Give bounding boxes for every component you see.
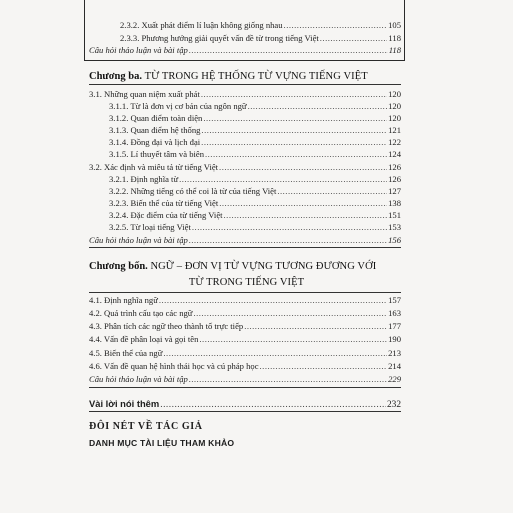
leader-dots	[179, 173, 387, 185]
toc-entry-text: 3.2.4. Đặc điểm của từ tiếng Việt	[109, 210, 223, 220]
toc-entry-page: 163	[388, 308, 401, 318]
leader-dots	[189, 44, 388, 56]
toc-entry-text: Câu hỏi thảo luận và bài tập	[89, 374, 188, 384]
toc-entry[interactable]	[89, 347, 401, 359]
leader-dots	[277, 185, 387, 197]
toc-entry-text: 3.1.3. Quan điểm hệ thống	[109, 125, 201, 135]
author-heading[interactable]: ĐÔI NÉT VỀ TÁC GIẢ	[89, 421, 203, 432]
toc-entry-page: 105	[388, 20, 401, 30]
leader-dots	[193, 307, 387, 319]
toc-entry-page: 120	[388, 89, 401, 99]
toc-entry-page: 126	[388, 174, 401, 184]
leader-dots	[160, 399, 386, 411]
toc-entry[interactable]	[89, 307, 401, 319]
toc-entry-page: 120	[388, 101, 401, 111]
chapter-label: Chương ba.	[89, 71, 142, 82]
leader-dots	[201, 124, 387, 136]
chapter-title-line2: TỪ TRONG TIẾNG VIỆT	[188, 277, 305, 288]
toc-entry-text: 3.2.1. Định nghĩa từ	[109, 174, 179, 184]
leader-dots	[219, 161, 387, 173]
chapter-divider	[89, 387, 401, 388]
toc-entry[interactable]	[89, 360, 401, 372]
toc-entry-page: 177	[388, 321, 401, 331]
toc-entry-text: 4.4. Vấn đề phân loại và gọi tên	[89, 334, 199, 344]
leader-dots	[201, 136, 387, 148]
toc-entry-page: 118	[388, 45, 401, 55]
toc-entry-text: 3.2.2. Những tiếng có thể coi là từ của tiếng Việt	[109, 186, 277, 196]
toc-entry-text: 3.2.5. Từ loại tiếng Việt	[109, 222, 191, 232]
toc-entry-page: 138	[388, 198, 401, 208]
toc-entry[interactable]	[109, 173, 401, 185]
toc-entry-page: 213	[388, 348, 401, 358]
toc-entry-page: 153	[388, 222, 401, 232]
toc-entry-text: Câu hỏi thảo luận và bài tập	[89, 235, 188, 245]
leader-dots	[248, 100, 388, 112]
toc-entry-page: 120	[388, 113, 401, 123]
toc-entry-page: 157	[388, 295, 401, 305]
toc-entry-text: 4.1. Định nghĩa ngữ	[89, 295, 158, 305]
chapter-divider	[89, 84, 401, 85]
references-heading[interactable]: DANH MỤC TÀI LIỆU THAM KHẢO	[89, 438, 235, 448]
chapter-title: TỪ TRONG HỆ THỐNG TỪ VỰNG TIẾNG VIỆT	[144, 71, 368, 82]
toc-entry-page: 124	[388, 149, 401, 159]
toc-entry-text: 3.1. Những quan niệm xuất phát	[89, 89, 200, 99]
frame-border-left	[84, 0, 85, 60]
toc-entry-text: 3.1.2. Quan điểm toàn diện	[109, 113, 203, 123]
toc-entry-text: 2.3.3. Phương hướng giải quyết vấn đề từ trong tiếng Việt	[120, 33, 319, 43]
chapter-divider	[89, 247, 401, 248]
toc-entry-text: 3.1.1. Từ là đơn vị cơ bản của ngôn ngữ	[109, 101, 247, 111]
frame-border-bottom	[84, 60, 405, 61]
chapter-label: Chương bốn.	[89, 261, 148, 272]
leader-dots	[284, 19, 388, 31]
toc-entry[interactable]	[89, 320, 401, 332]
toc-entry[interactable]	[109, 221, 401, 233]
leader-dots	[320, 32, 388, 44]
toc-entry-page: 126	[388, 162, 401, 172]
toc-entry-page: 232	[386, 400, 401, 410]
toc-entry-text: 4.2. Quá trình cấu tạo các ngữ	[89, 308, 193, 318]
toc-entry-page: 121	[388, 125, 401, 135]
frame-border-right	[404, 0, 405, 60]
toc-entry-text: 3.1.5. Lí thuyết tâm và biên	[109, 149, 204, 159]
toc-entry[interactable]	[109, 136, 401, 148]
toc-entry-page: 190	[388, 334, 401, 344]
leader-dots	[189, 373, 387, 385]
chapter-heading[interactable]	[89, 70, 404, 84]
chapter-divider	[89, 292, 401, 293]
toc-entry-page: 214	[388, 361, 401, 371]
chapter-heading-continued	[89, 276, 404, 290]
toc-entry[interactable]	[89, 88, 401, 100]
toc-entry-text: Vài lời nói thêm	[89, 398, 160, 409]
chapter-heading[interactable]	[89, 260, 404, 274]
toc-entry[interactable]	[89, 333, 401, 345]
toc-entry-page: 156	[388, 235, 401, 245]
toc-entry-text: 2.3.2. Xuất phát điểm lí luận không giống nhau	[120, 20, 283, 30]
toc-entry-text: 3.1.4. Đồng đại và lịch đại	[109, 137, 201, 147]
toc-entry[interactable]	[109, 185, 401, 197]
toc-entry-text: 3.2. Xác định và miêu tả từ tiếng Việt	[89, 162, 219, 172]
toc-entry-page: 229	[388, 374, 401, 384]
toc-entry[interactable]	[109, 148, 401, 160]
toc-entry[interactable]	[89, 234, 401, 246]
toc-entry-text: 4.3. Phân tích các ngữ theo thành tố trực tiếp	[89, 321, 244, 331]
toc-entry-text: 4.6. Vấn đề quan hệ hình thái học và cú pháp học	[89, 361, 259, 371]
leader-dots	[201, 88, 387, 100]
leader-dots	[189, 234, 387, 246]
leader-dots	[203, 112, 387, 124]
toc-entry-page: 151	[388, 210, 401, 220]
toc-entry-afterword[interactable]	[89, 398, 401, 410]
toc-entry-text: Câu hỏi thảo luận và bài tập	[89, 45, 188, 55]
toc-entry-page: 127	[388, 186, 401, 196]
chapter-title-line1: NGỮ – ĐƠN VỊ TỪ VỰNG TƯƠNG ĐƯƠNG VỚI	[150, 261, 377, 272]
leader-dots	[244, 320, 387, 332]
leader-dots	[219, 197, 387, 209]
toc-entry-page: 122	[388, 137, 401, 147]
leader-dots	[192, 221, 387, 233]
toc-entry-text: 4.5. Biến thể của ngữ	[89, 348, 163, 358]
leader-dots	[224, 209, 388, 221]
toc-entry[interactable]	[109, 197, 401, 209]
leader-dots	[163, 347, 387, 359]
toc-entry[interactable]	[109, 209, 401, 221]
toc-entry[interactable]	[89, 161, 401, 173]
toc-entry[interactable]	[109, 100, 401, 112]
toc-entry-page: 118	[388, 33, 401, 43]
toc-entry[interactable]	[89, 294, 401, 306]
chapter-divider	[89, 411, 401, 412]
toc-entry[interactable]	[109, 124, 401, 136]
toc-entry[interactable]	[109, 112, 401, 124]
leader-dots	[199, 333, 387, 345]
leader-dots	[205, 148, 387, 160]
toc-entry[interactable]	[120, 19, 401, 31]
toc-entry[interactable]	[89, 44, 401, 56]
leader-dots	[159, 294, 387, 306]
toc-entry[interactable]	[120, 32, 401, 44]
leader-dots	[260, 360, 388, 372]
toc-entry[interactable]	[89, 373, 401, 385]
toc-entry-text: 3.2.3. Biến thể của từ tiếng Việt	[109, 198, 219, 208]
